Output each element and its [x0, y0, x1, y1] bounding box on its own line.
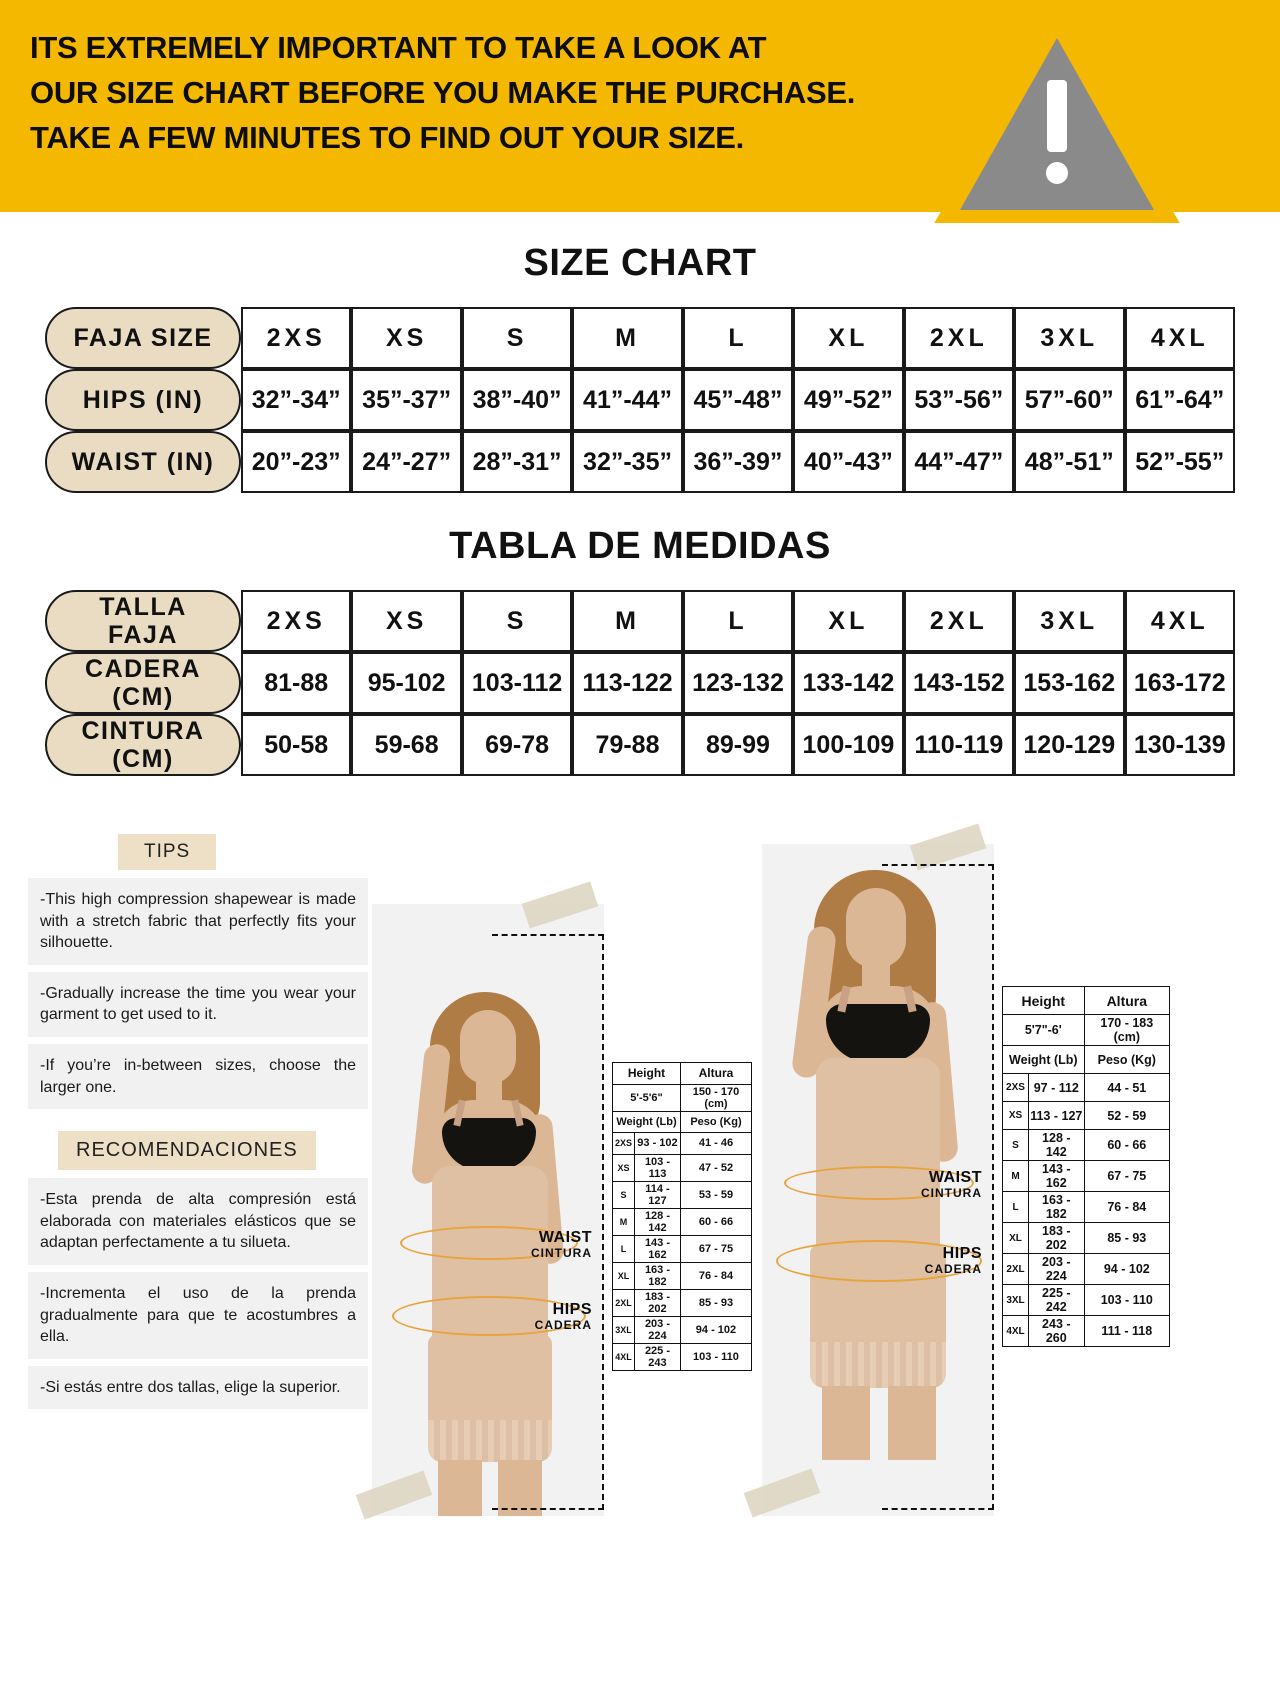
weight-lb-cell: 113 - 127 [1029, 1102, 1085, 1130]
weight-kg-cell: 94 - 102 [680, 1316, 751, 1343]
waist-in-cell: 44”-47” [904, 431, 1014, 493]
hips-in-cell: 41”-44” [572, 369, 682, 431]
size-header-cell: 4XL [1125, 590, 1236, 652]
cintura-cm-cell: 89-99 [683, 714, 793, 776]
hips-in-cell: 61”-64” [1125, 369, 1236, 431]
row-label-waist-in: WAIST (IN) [45, 431, 241, 493]
table-row [613, 1289, 752, 1316]
table-row [1003, 1192, 1170, 1223]
table-row-faja-size [45, 307, 1235, 369]
height-value-en: 5'-5'6" [613, 1084, 681, 1111]
cintura-cm-cell: 130-139 [1125, 714, 1236, 776]
weight-lb-cell: 143 - 162 [1029, 1161, 1085, 1192]
tip-item: -This high compression shapewear is made with a stretch fabric that perfectly fits your silhouette. [28, 878, 368, 965]
weight-kg-cell: 103 - 110 [680, 1343, 751, 1370]
hips-in-cell: 35”-37” [351, 369, 461, 431]
weight-kg-cell: 60 - 66 [1084, 1130, 1169, 1161]
tabla-medidas-table [45, 590, 1235, 776]
table-row [613, 1235, 752, 1262]
size-header-cell: S [462, 590, 572, 652]
cadera-cm-cell: 95-102 [351, 652, 461, 714]
weight-kg-cell: 76 - 84 [680, 1262, 751, 1289]
waist-in-cell: 48”-51” [1014, 431, 1124, 493]
weight-lb-cell: 163 - 182 [1029, 1192, 1085, 1223]
banner-text [30, 26, 1010, 161]
table-row [613, 1154, 752, 1181]
page-title-size-chart: SIZE CHART [523, 242, 757, 284]
row-label-faja-size: FAJA SIZE [45, 307, 241, 369]
weight-lb-cell: 128 - 142 [1029, 1130, 1085, 1161]
table-row-talla-faja [45, 590, 1235, 652]
warning-triangle-icon [932, 10, 1182, 228]
weight-kg-cell: 52 - 59 [1084, 1102, 1169, 1130]
weight-kg-cell: 103 - 110 [1084, 1285, 1169, 1316]
size-header-cell: 2XL [904, 307, 1014, 369]
size-header-cell: 2XS [241, 590, 351, 652]
tip-item: -Gradually increase the time you wear your garment to get used to it. [28, 972, 368, 1037]
size-cell: S [613, 1181, 635, 1208]
weight-kg-cell: 94 - 102 [1084, 1254, 1169, 1285]
waist-in-cell: 40”-43” [793, 431, 903, 493]
size-header-cell: XL [793, 590, 903, 652]
weight-head-en: Weight (Lb) [613, 1111, 681, 1133]
size-chart-table [45, 307, 1235, 493]
weight-kg-cell: 85 - 93 [1084, 1223, 1169, 1254]
height-head-en: Height [613, 1063, 681, 1085]
weight-lb-cell: 163 - 182 [635, 1262, 681, 1289]
weight-lb-cell: 143 - 162 [635, 1235, 681, 1262]
height-head-en: Height [1003, 987, 1085, 1015]
banner-line-1: ITS EXTREMELY IMPORTANT TO TAKE A LOOK AT [30, 30, 767, 65]
weight-lb-cell: 225 - 243 [635, 1343, 681, 1370]
cadera-cm-cell: 103-112 [462, 652, 572, 714]
weight-kg-cell: 111 - 118 [1084, 1316, 1169, 1347]
height-weight-table-tall [1002, 986, 1170, 1347]
recomendacion-item: -Esta prenda de alta compresión está elaborada con materiales elásticos que se adaptan perfectamente a tu silueta. [28, 1178, 368, 1265]
size-header-cell: 3XL [1014, 590, 1124, 652]
lower-section [0, 834, 1280, 1534]
weight-lb-cell: 93 - 102 [635, 1133, 681, 1155]
table-row [1003, 1074, 1170, 1102]
waist-in-cell: 52”-55” [1125, 431, 1236, 493]
recomendaciones-heading: RECOMENDACIONES [58, 1131, 316, 1170]
size-header-cell: XS [351, 590, 461, 652]
cadera-cm-cell: 133-142 [793, 652, 903, 714]
cintura-cm-cell: 100-109 [793, 714, 903, 776]
waist-label-es: CINTURA [531, 1245, 592, 1260]
weight-lb-cell: 114 - 127 [635, 1181, 681, 1208]
table-row [613, 1262, 752, 1289]
table-row-hips-in [45, 369, 1235, 431]
size-cell: 2XL [613, 1289, 635, 1316]
height-value-en: 5'7"-6' [1003, 1015, 1085, 1046]
cadera-cm-cell: 153-162 [1014, 652, 1124, 714]
row-label-talla-faja: TALLA FAJA [45, 590, 241, 652]
height-value-es: 150 - 170 (cm) [680, 1084, 751, 1111]
weight-kg-cell: 41 - 46 [680, 1133, 751, 1155]
weight-kg-cell: 60 - 66 [680, 1208, 751, 1235]
table-row [613, 1343, 752, 1370]
waist-label-en: WAIST [928, 1169, 982, 1186]
size-header-cell: S [462, 307, 572, 369]
weight-lb-cell: 103 - 113 [635, 1154, 681, 1181]
table-row-cadera-cm [45, 652, 1235, 714]
weight-lb-cell: 128 - 142 [635, 1208, 681, 1235]
hips-label-es: CADERA [924, 1261, 982, 1276]
weight-lb-cell: 243 - 260 [1029, 1316, 1085, 1347]
banner-line-2: OUR SIZE CHART BEFORE YOU MAKE THE PURCHASE. [30, 74, 856, 110]
size-header-cell: L [683, 590, 793, 652]
waist-in-cell: 28”-31” [462, 431, 572, 493]
hips-in-cell: 38”-40” [462, 369, 572, 431]
size-cell: 3XL [613, 1316, 635, 1343]
row-label-cintura-cm: CINTURA (CM) [45, 714, 241, 776]
table-row [1003, 1254, 1170, 1285]
table-row [1003, 1161, 1170, 1192]
size-header-cell: 2XS [241, 307, 351, 369]
hips-in-cell: 49”-52” [793, 369, 903, 431]
cintura-cm-cell: 59-68 [351, 714, 461, 776]
size-cell: 2XS [1003, 1074, 1029, 1102]
recomendaciones-block [28, 1131, 368, 1409]
hips-in-cell: 32”-34” [241, 369, 351, 431]
size-cell: L [613, 1235, 635, 1262]
size-header-cell: M [572, 590, 682, 652]
size-cell: 4XL [613, 1343, 635, 1370]
size-cell: M [613, 1208, 635, 1235]
table-row [1003, 1130, 1170, 1161]
weight-lb-cell: 203 - 224 [635, 1316, 681, 1343]
table-row [613, 1111, 752, 1133]
table-row [1003, 987, 1170, 1015]
size-cell: XL [613, 1262, 635, 1289]
size-cell: XS [613, 1154, 635, 1181]
tips-column [28, 834, 368, 1409]
weight-head-en: Weight (Lb) [1003, 1046, 1085, 1074]
page-title-tabla-medidas: TABLA DE MEDIDAS [449, 525, 831, 567]
hips-label-es: CADERA [534, 1317, 592, 1332]
size-header-cell: 2XL [904, 590, 1014, 652]
weight-kg-cell: 53 - 59 [680, 1181, 751, 1208]
table-row [613, 1181, 752, 1208]
waist-in-cell: 36”-39” [683, 431, 793, 493]
size-header-cell: L [683, 307, 793, 369]
weight-kg-cell: 44 - 51 [1084, 1074, 1169, 1102]
weight-lb-cell: 225 - 242 [1029, 1285, 1085, 1316]
size-header-cell: 3XL [1014, 307, 1124, 369]
recomendacion-item: -Si estás entre dos tallas, elige la superior. [28, 1366, 368, 1410]
table-row [613, 1063, 752, 1085]
weight-head-es: Peso (Kg) [680, 1111, 751, 1133]
size-cell: S [1003, 1130, 1029, 1161]
weight-head-es: Peso (Kg) [1084, 1046, 1169, 1074]
size-cell: XL [1003, 1223, 1029, 1254]
hips-in-cell: 53”-56” [904, 369, 1014, 431]
weight-kg-cell: 67 - 75 [1084, 1161, 1169, 1192]
size-cell: L [1003, 1192, 1029, 1223]
cadera-cm-cell: 163-172 [1125, 652, 1236, 714]
tips-heading: TIPS [118, 834, 216, 870]
table-row [1003, 1015, 1170, 1046]
size-cell: M [1003, 1161, 1029, 1192]
weight-kg-cell: 67 - 75 [680, 1235, 751, 1262]
size-header-cell: XL [793, 307, 903, 369]
cintura-cm-cell: 79-88 [572, 714, 682, 776]
cadera-cm-cell: 113-122 [572, 652, 682, 714]
size-header-cell: 4XL [1125, 307, 1236, 369]
size-cell: 4XL [1003, 1316, 1029, 1347]
cintura-cm-cell: 110-119 [904, 714, 1014, 776]
cintura-cm-cell: 50-58 [241, 714, 351, 776]
waist-in-cell: 24”-27” [351, 431, 461, 493]
table-row [613, 1316, 752, 1343]
height-head-es: Altura [680, 1063, 751, 1085]
table-row [1003, 1102, 1170, 1130]
hips-in-cell: 45”-48” [683, 369, 793, 431]
table-row [1003, 1046, 1170, 1074]
weight-kg-cell: 47 - 52 [680, 1154, 751, 1181]
header-banner [0, 0, 1280, 212]
weight-kg-cell: 76 - 84 [1084, 1192, 1169, 1223]
table-row [613, 1084, 752, 1111]
cadera-cm-cell: 143-152 [904, 652, 1014, 714]
cintura-cm-cell: 69-78 [462, 714, 572, 776]
height-value-es: 170 - 183 (cm) [1084, 1015, 1169, 1046]
waist-label-en: WAIST [538, 1229, 592, 1246]
hips-in-cell: 57”-60” [1014, 369, 1124, 431]
height-weight-table-short [612, 1062, 752, 1371]
waist-label-es: CINTURA [921, 1185, 982, 1200]
dashed-frame-tall [882, 864, 994, 1510]
size-cell: 2XL [1003, 1254, 1029, 1285]
banner-line-3: TAKE A FEW MINUTES TO FIND OUT YOUR SIZE. [30, 119, 744, 155]
hips-label-en: HIPS [552, 1301, 592, 1318]
row-label-hips-in: HIPS (IN) [45, 369, 241, 431]
hips-label-en: HIPS [942, 1245, 982, 1262]
size-cell: 2XS [613, 1133, 635, 1155]
waist-in-cell: 32”-35” [572, 431, 682, 493]
cintura-cm-cell: 120-129 [1014, 714, 1124, 776]
table-row [613, 1133, 752, 1155]
size-header-cell: XS [351, 307, 461, 369]
cadera-cm-cell: 123-132 [683, 652, 793, 714]
table-row [1003, 1285, 1170, 1316]
size-header-cell: M [572, 307, 682, 369]
tip-item: -If you’re in-between sizes, choose the larger one. [28, 1044, 368, 1109]
row-label-cadera-cm: CADERA (CM) [45, 652, 241, 714]
size-cell: XS [1003, 1102, 1029, 1130]
weight-lb-cell: 203 - 224 [1029, 1254, 1085, 1285]
weight-kg-cell: 85 - 93 [680, 1289, 751, 1316]
height-head-es: Altura [1084, 987, 1169, 1015]
waist-in-cell: 20”-23” [241, 431, 351, 493]
size-cell: 3XL [1003, 1285, 1029, 1316]
weight-lb-cell: 183 - 202 [635, 1289, 681, 1316]
table-row [613, 1208, 752, 1235]
weight-lb-cell: 97 - 112 [1029, 1074, 1085, 1102]
dashed-frame-short [492, 934, 604, 1510]
table-row-cintura-cm [45, 714, 1235, 776]
table-row [1003, 1316, 1170, 1347]
recomendacion-item: -Incrementa el uso de la prenda gradualmente para que te acostumbres a ella. [28, 1272, 368, 1359]
weight-lb-cell: 183 - 202 [1029, 1223, 1085, 1254]
cadera-cm-cell: 81-88 [241, 652, 351, 714]
table-row-waist-in [45, 431, 1235, 493]
table-row [1003, 1223, 1170, 1254]
